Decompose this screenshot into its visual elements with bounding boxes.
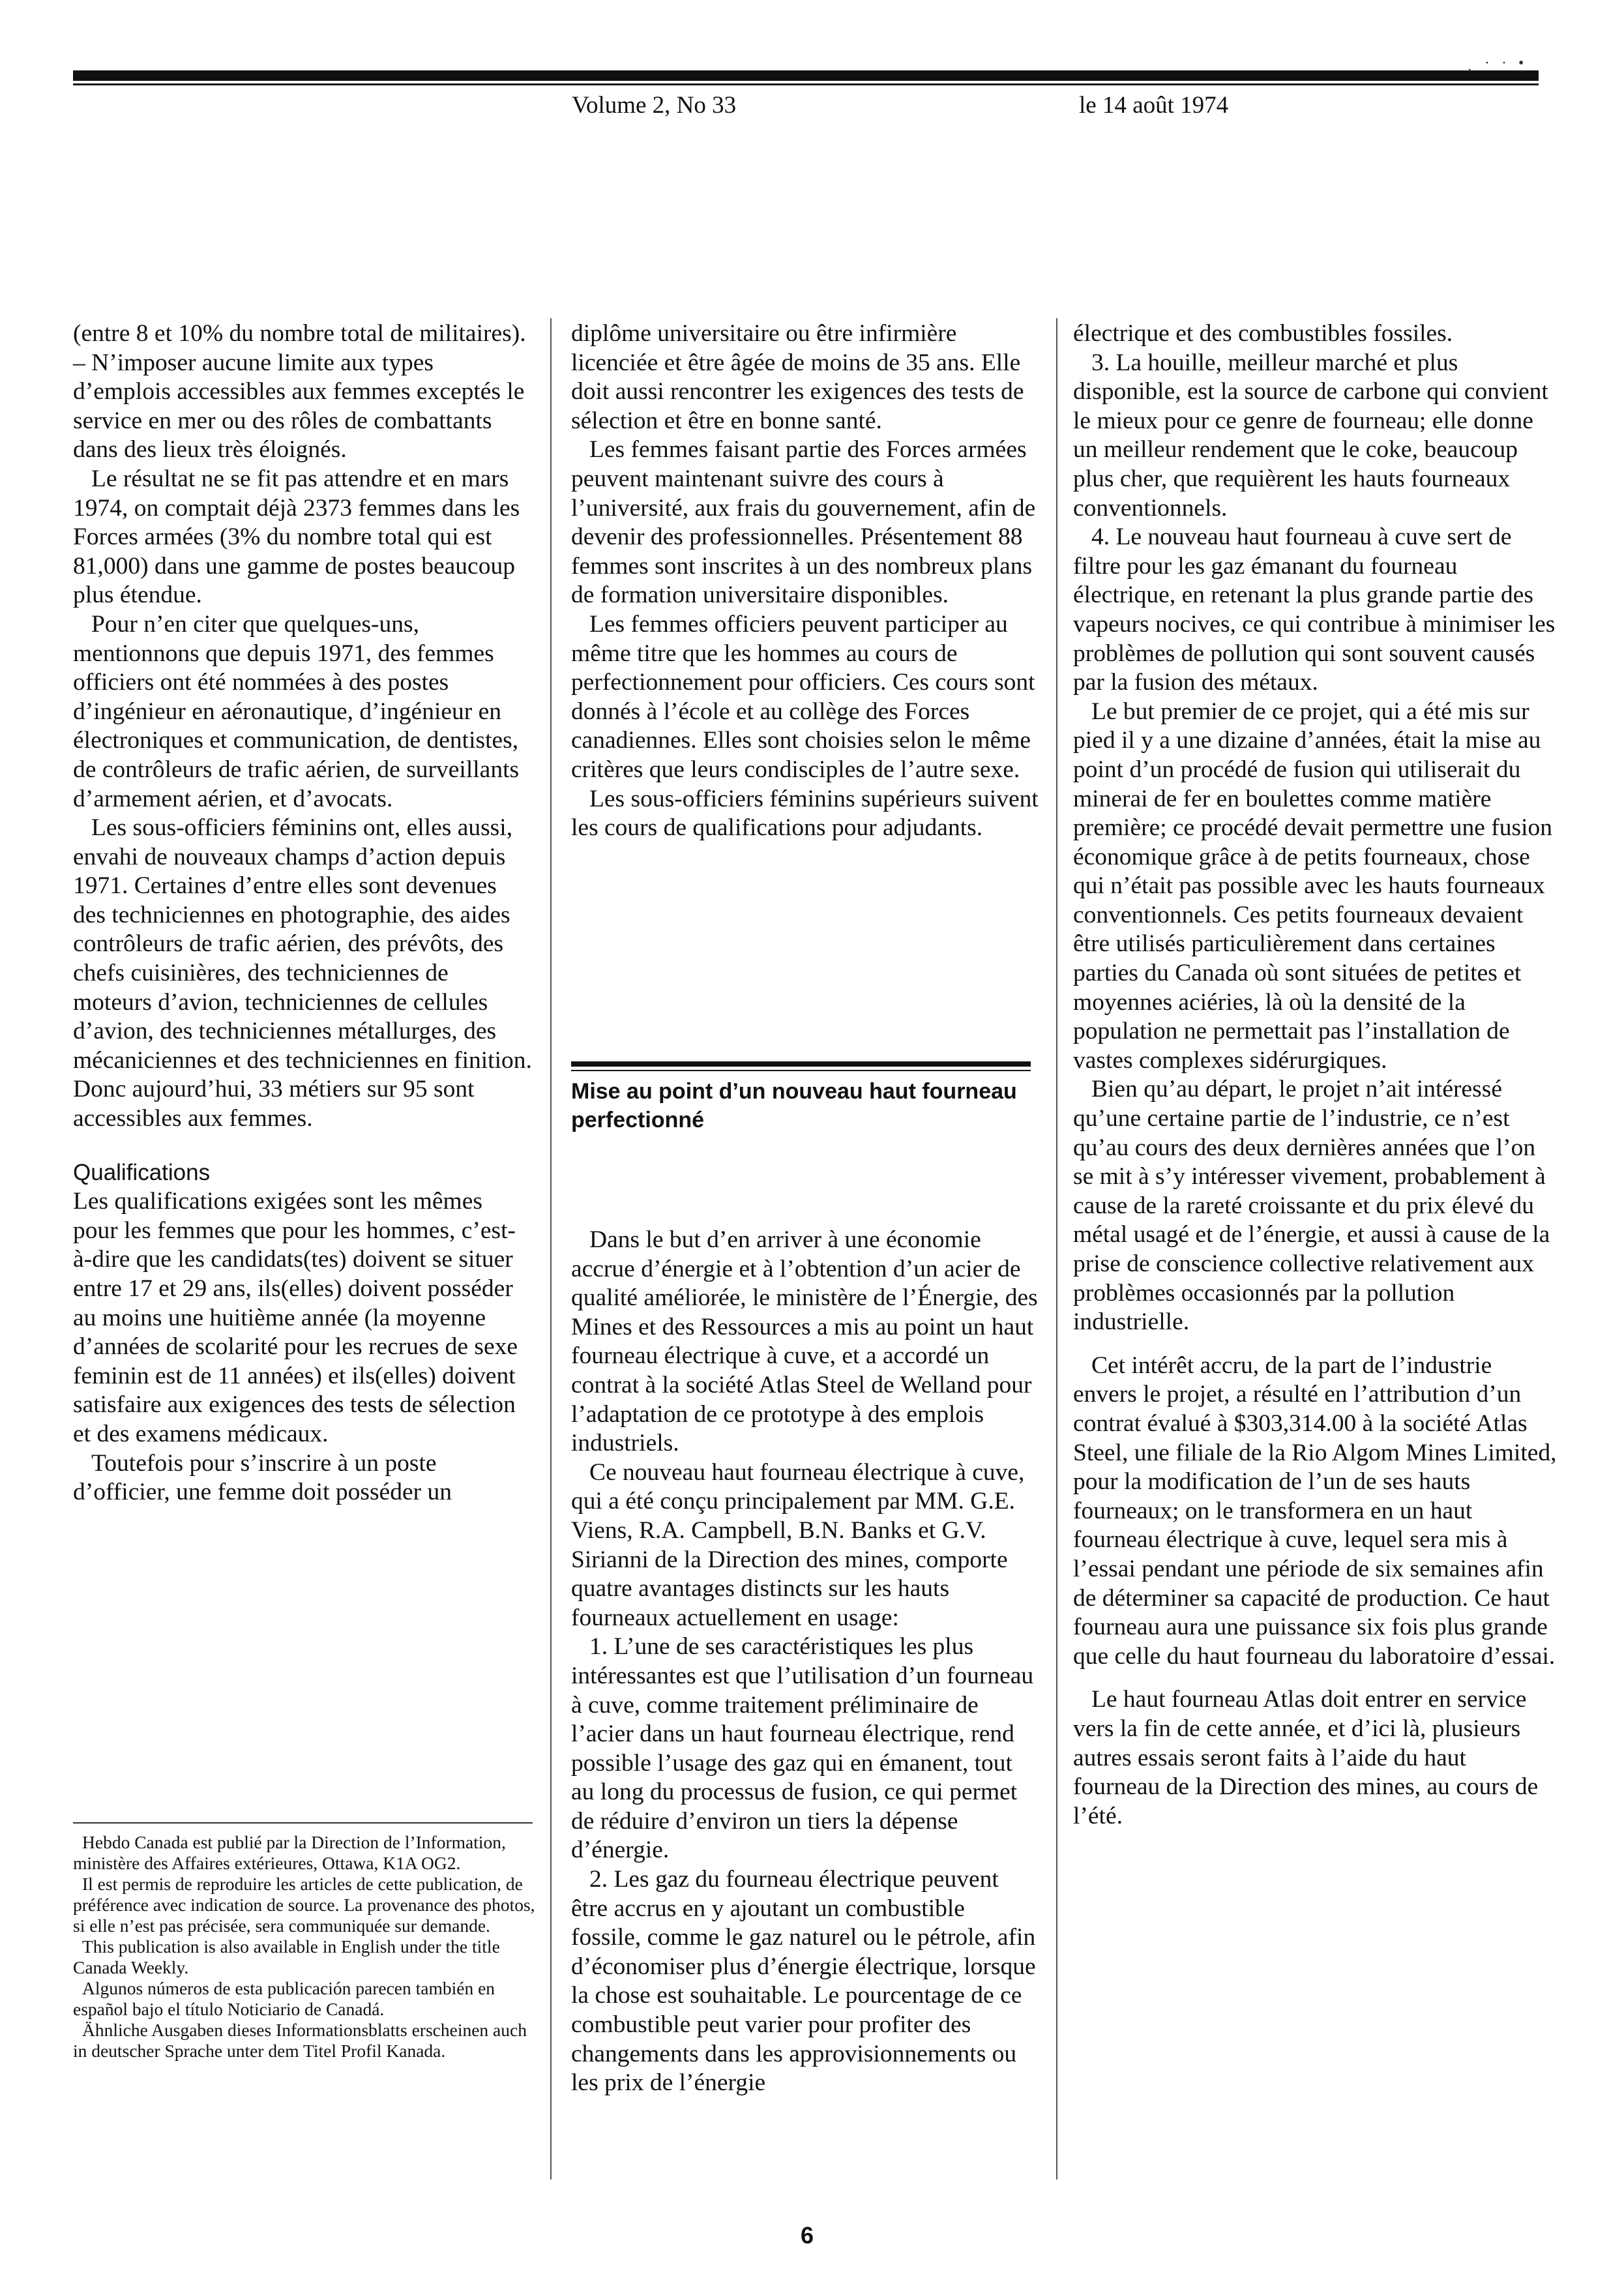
paragraph: Ce nouveau haut fourneau électrique à cuve, qui a été conçu principalement par MM. G.E. Viens, R.A. Campbell, B.N. Banks et G.V. Sirianni de la Direction des mines, comporte quatre avantages distincts sur les hauts fourneaux actuellement en usage:	[571, 1458, 1025, 1631]
paragraph: Les sous-officiers féminins supérieurs suivent les cours de qualifications pour adjudants.	[571, 785, 1039, 842]
article-title: Mise au point d’un nouveau haut fourneau perfectionné	[571, 1079, 1017, 1132]
section-rule-thick	[571, 1061, 1031, 1067]
header-ornament: ˏ · · •	[1468, 55, 1528, 72]
issue-date: le 14 août 1974	[1079, 92, 1229, 119]
publication-note-rule	[73, 1822, 533, 1824]
column-divider-1	[550, 318, 552, 2180]
paragraph: Les qualifications exigées sont les mêmes pour les femmes que pour les hommes, c’est-à-dire que les candidats(tes) doivent se situer entre 17 et 29 ans, ils(elles) doivent posséder au moins une huitième année (la moyenne d’années de scolarité pour les recrues de sexe feminin est de 11 années) et ils(elles) doivent satisfaire aux exigences des tests de sélection et des examens médicaux.	[73, 1188, 518, 1447]
paragraph: 4. Le nouveau haut fourneau à cuve sert de filtre pour les gaz émanant du fourneau électrique, en retenant la plus grande partie des vapeurs nocives, ce qui contribue à minimiser les problèmes de pollution qui sont souvent causés par la fusion des métaux.	[1073, 524, 1556, 696]
section-rule-thin	[571, 1070, 1031, 1071]
issue-volume: Volume 2, No 33	[572, 92, 737, 119]
publication-note-line: Algunos números de esta publicación parecen también en español bajo el título Noticiario de Canadá.	[73, 1978, 495, 2019]
paragraph: Le résultat ne se fit pas attendre et en mars 1974, on comptait déjà 2373 femmes dans les Forces armées (3% du nombre total qui est 81,000) dans une gamme de postes beaucoup plus étendue.	[73, 465, 520, 609]
paragraph: (entre 8 et 10% du nombre total de militaires).	[73, 320, 526, 347]
paragraph: Bien qu’au départ, le projet n’ait intéressé qu’une certaine partie de l’industrie, ce n’est qu’au cours des deux dernières années que l’on se mit à s’y intéresser vivement, probablement à cause de la rareté croissante et du prix élevé du métal usagé et de l’énergie, et aussi à cause de la prise de conscience collective relativement aux problèmes occasionnés par la pollution industrielle.	[1073, 1076, 1550, 1336]
paragraph: 1. L’une de ses caractéristiques les plus intéressantes est que l’utilisation d’un fourneau à cuve, comme traitement préliminaire de l’acier dans un haut fourneau électrique, rend possible l’usage des gaz qui en émanent, tout au long du processus de fusion, ce qui permet de réduire d’environ un tiers la dépense d’énergie.	[571, 1633, 1034, 1864]
paragraph: Les sous-officiers féminins ont, elles aussi, envahi de nouveaux champs d’action depuis 1971. Certaines d’entre elles sont devenues des techniciennes en photographie, des aides contrôleurs de trafic aérien, des prévôts, des chefs cuisinières, des techniciennes de moteurs d’avion, techniciennes de cellules d’avion, des techniciennes métallurges, des mécaniciennes et des techniciennes en finition. Donc aujourd’hui, 33 métiers sur 95 sont accessibles aux femmes.	[73, 814, 532, 1132]
paragraph: – N’imposer aucune limite aux types d’emplois accessibles aux femmes exceptés le service en mer ou des rôles de combattants dans des lieux très éloignés.	[73, 349, 525, 464]
paragraph: électrique et des combustibles fossiles.	[1073, 320, 1453, 347]
header-rule-thin	[73, 83, 1539, 85]
header-rule-thick	[73, 70, 1539, 81]
paragraph: Cet intérêt accru, de la part de l’industrie envers le projet, a résulté en l’attribution d’un contrat évalué à $303,314.00 à la société Atlas Steel, une filiale de la Rio Algom Mines Limited, pour la modification de l’un de ses hauts fourneaux; on le transformera en un haut fourneau électrique à cuve, lequel sera mis à l’essai pendant une période de six semaines afin de déterminer sa capacité de production. Ce haut fourneau aura une puissance six fois plus grande que celle du haut fourneau du laboratoire d’essai.	[1073, 1352, 1557, 1670]
publication-note-line: Hebdo Canada est publié par la Direction de l’Information, ministère des Affaires extérieures, Ottawa, K1A OG2.	[73, 1832, 506, 1873]
paragraph: Le haut fourneau Atlas doit entrer en service vers la fin de cette année, et d’ici là, plusieurs autres essais seront faits à l’aide du haut fourneau de la Direction des mines, au cours de l’été.	[1073, 1686, 1539, 1829]
subheading-qualifications: Qualifications	[73, 1159, 211, 1185]
paragraph: 3. La houille, meilleur marché et plus disponible, est la source de carbone qui convient le mieux pour ce genre de fourneau; elle donne un meilleur rendement que le coke, beaucoup plus cher, que requièrent les hauts fourneaux conventionnels.	[1073, 349, 1548, 522]
paragraph: Toutefois pour s’inscrire à un poste d’officier, une femme doit posséder un	[73, 1449, 452, 1506]
publication-note-line: This publication is also available in English under the title Canada Weekly.	[73, 1936, 500, 1977]
paragraph: Pour n’en citer que quelques-uns, mentionnons que depuis 1971, des femmes officiers ont été nommées à des postes d’ingénieur en aéronautique, d’ingénieur en électroniques et communication, de dentistes, de contrôleurs de trafic aérien, de surveillants d’armement aérien, et d’avocats.	[73, 610, 520, 812]
publication-note-line: Ähnliche Ausgaben dieses Informationsblatts erscheinen auch in deutscher Sprache unter dem Titel Profil Kanada.	[73, 2020, 527, 2061]
column-1	[73, 319, 533, 1507]
publication-note-line: Il est permis de reproduire les articles de cette publication, de préférence avec indication de source. La provenance des photos, si elle n’est pas précisée, sera communiquée sur demande.	[73, 1874, 535, 1936]
publication-note	[73, 1832, 536, 2062]
paragraph: Les femmes officiers peuvent participer au même titre que les hommes au cours de perfectionnement pour officiers. Ces cours sont donnés à l’école et au collège des Forces canadiennes. Elles sont choisies selon le même critères que leurs condisciples de l’autre sexe.	[571, 610, 1035, 783]
column-divider-2	[1056, 318, 1057, 2180]
paragraph: diplôme universitaire ou être infirmière licenciée et être âgée de moins de 35 ans. Elle doit aussi rencontrer les exigences des tests de sélection et être en bonne santé.	[571, 320, 1024, 434]
column-3	[1073, 319, 1558, 1831]
paragraph: Dans le but d’en arriver à une économie accrue d’énergie et à l’obtention d’un acier de qualité améliorée, le ministère de l’Énergie, des Mines et des Ressources a mis au point un haut fourneau électrique à cuve, et a accordé un contrat à la société Atlas Steel de Welland pour l’adaptation de ce prototype à des emplois industriels.	[571, 1226, 1038, 1457]
page-number: 6	[801, 2222, 814, 2249]
paragraph: Le but premier de ce projet, qui a été mis sur pied il y a une dizaine d’années, était la mise au point d’un procédé de fusion qui utiliserait du minerai de fer en boulettes comme matière première; ce procédé devait permettre une fusion économique grâce à de petits fourneaux, chose qui n’était pas possible avec les hauts fourneaux conventionnels. Ces petits fourneaux devaient être utilisés particulièrement dans certaines parties du Canada où sont situées de petites et moyennes aciéries, là où la densité de la population ne permettait pas l’installation de vastes complexes sidérurgiques.	[1073, 698, 1553, 1074]
paragraph: Les femmes faisant partie des Forces armées peuvent maintenant suivre des cours à l’université, aux frais du gouvernement, afin de devenir des professionnelles. Présentement 88 femmes sont inscrites à un des nombreux plans de formation universitaire disponibles.	[571, 436, 1036, 609]
column-2-article	[571, 1226, 1041, 2098]
column-2	[571, 319, 1041, 843]
paragraph: 2. Les gaz du fourneau électrique peuvent être accrus en y ajoutant un combustible fossile, comme le gaz naturel ou le pétrole, afin d’économiser plus d’énergie électrique, lorsque la chose est souhaitable. Le pourcentage de ce combustible peut varier pour profiter des changements dans les approvisionnements ou les prix de l’énergie	[571, 1866, 1036, 2097]
